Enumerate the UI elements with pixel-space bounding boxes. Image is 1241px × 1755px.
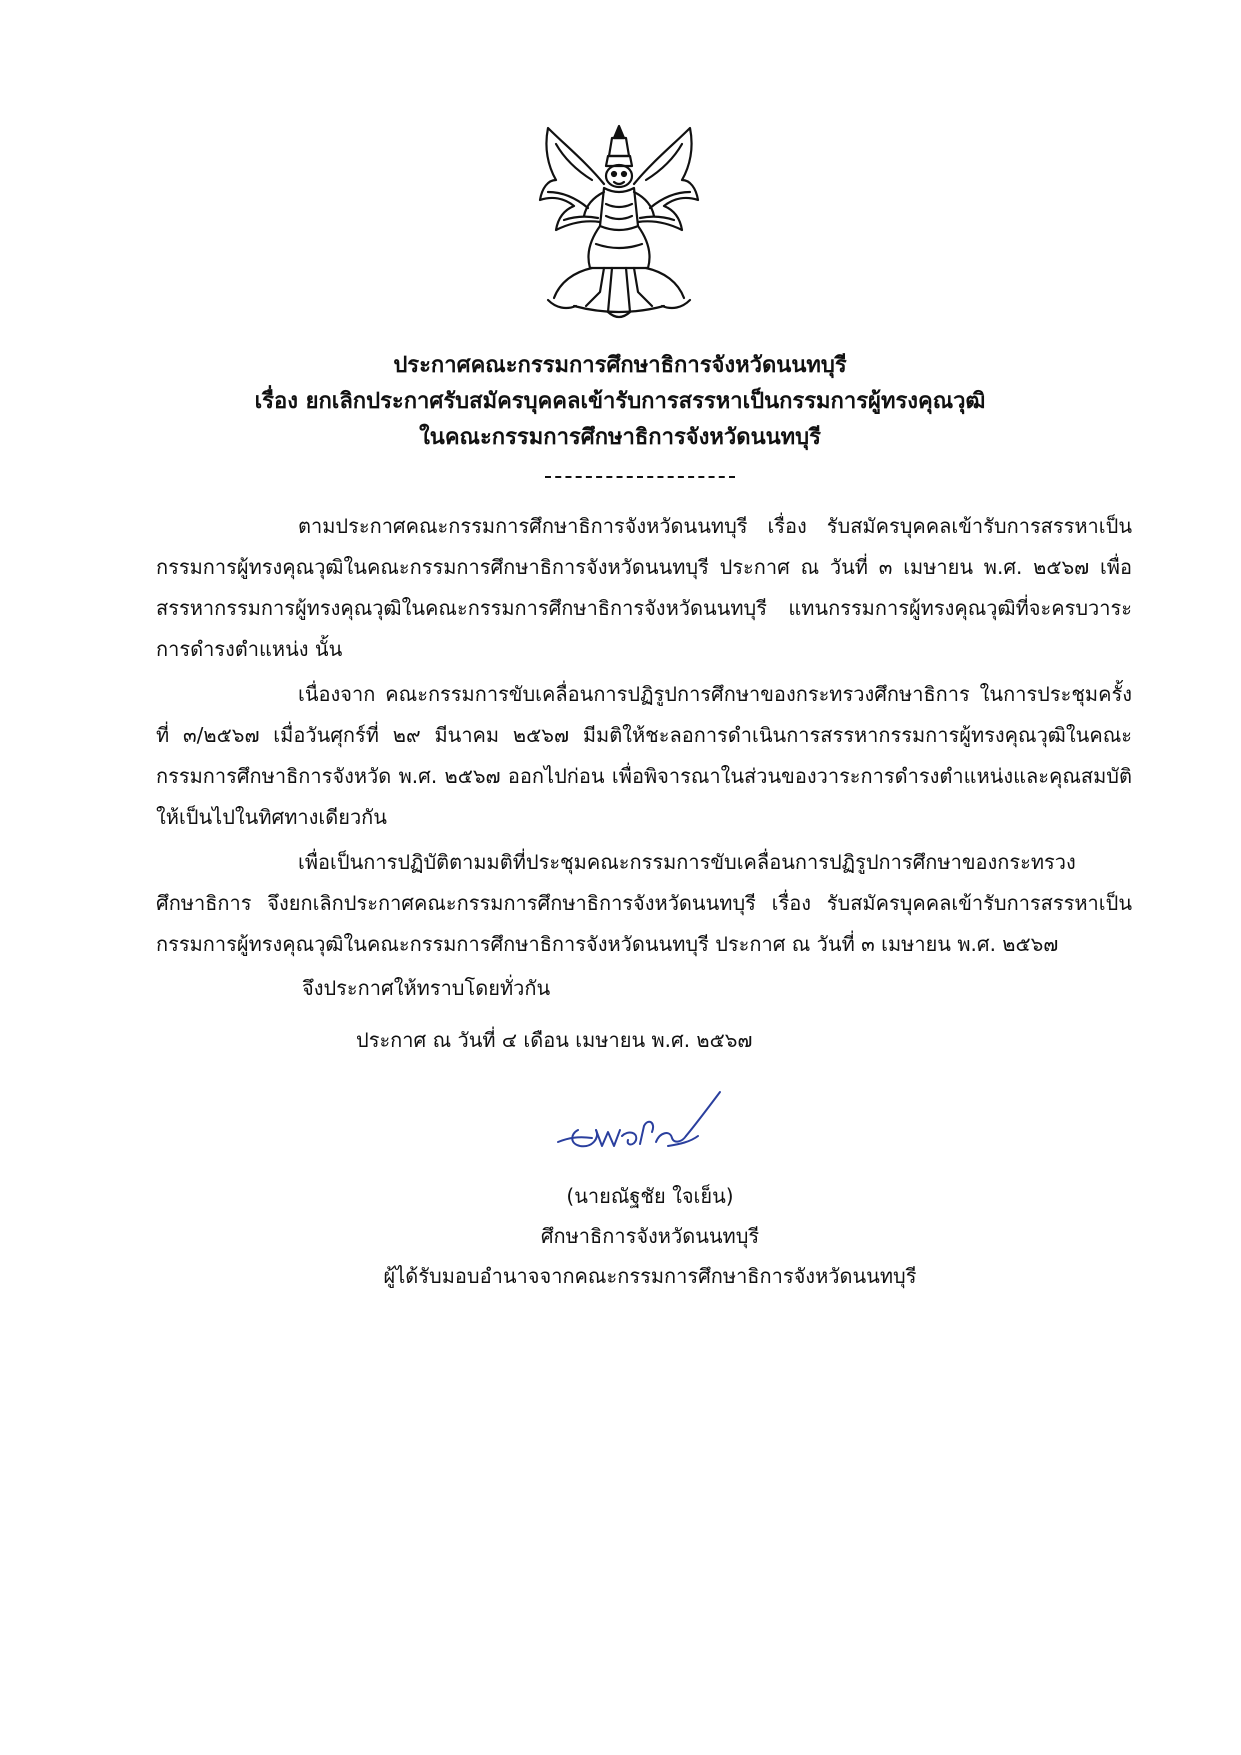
- body-paragraph: เพื่อเป็นการปฏิบัติตามมติที่ประชุมคณะกรรมการขับเคลื่อนการปฏิรูปการศึกษาของกระทรวงศึกษาธิการ จึงยกเลิกประกาศคณะกรรมการศึกษาธิการจังหวัดนนทบุรี เรื่อง รับสมัครบุคคลเข้ารับการสรรหาเป็นกรรมการผู้ทรงคุณวุฒิในคณะกรรมการศึกษาธิการจังหวัดนนทบุรี ประกาศ ณ วันที่ ๓ เมษายน พ.ศ. ๒๕๖๗: [156, 850, 1132, 956]
- announcement-body: [156, 506, 1132, 969]
- closing-notice: จึงประกาศให้ทราบโดยทั่วกัน: [302, 976, 551, 1000]
- announcement-date: ประกาศ ณ วันที่ ๔ เดือน เมษายน พ.ศ. ๒๕๖๗: [356, 1028, 753, 1052]
- signer-position: ศึกษาธิการจังหวัดนนทบุรี: [540, 1224, 760, 1248]
- announcement-title: [140, 348, 1100, 456]
- body-paragraph: ตามประกาศคณะกรรมการศึกษาธิการจังหวัดนนทบุรี เรื่อง รับสมัครบุคคลเข้ารับการสรรหาเป็นกรรมการผู้ทรงคุณวุฒิในคณะกรรมการศึกษาธิการจังหวัดนนทบุรี ประกาศ ณ วันที่ ๓ เมษายน พ.ศ. ๒๕๖๗ เพื่อสรรหากรรมการผู้ทรงคุณวุฒิในคณะกรรมการศึกษาธิการจังหวัดนนทบุรี แทนกรรมการผู้ทรงคุณวุฒิที่จะครบวาระการดำรงตำแหน่ง นั้น: [156, 514, 1132, 661]
- garuda-emblem-icon: [534, 122, 704, 327]
- signer-block: [360, 1176, 940, 1296]
- signer-authority: ผู้ได้รับมอบอำนาจจากคณะกรรมการศึกษาธิการจังหวัดนนทบุรี: [383, 1264, 917, 1288]
- title-line-3: ในคณะกรรมการศึกษาธิการจังหวัดนนทบุรี: [419, 425, 821, 450]
- title-line-2: เรื่อง ยกเลิกประกาศรับสมัครบุคคลเข้ารับการสรรหาเป็นกรรมการผู้ทรงคุณวุฒิ: [254, 389, 986, 414]
- title-separator: [545, 476, 735, 478]
- body-paragraph: เนื่องจาก คณะกรรมการขับเคลื่อนการปฏิรูปการศึกษาของกระทรวงศึกษาธิการ ในการประชุมครั้งที่ ๓/๒๕๖๗ เมื่อวันศุกร์ที่ ๒๙ มีนาคม ๒๕๖๗ มีมติให้ชะลอการดำเนินการสรรหากรรมการผู้ทรงคุณวุฒิในคณะกรรมการศึกษาธิการจังหวัด พ.ศ. ๒๕๖๗ ออกไปก่อน เพื่อพิจารณาในส่วนของวาระการดำรงตำแหน่งและคุณสมบัติให้เป็นไปในทิศทางเดียวกัน: [156, 682, 1132, 829]
- signer-name: (นายณัฐชัย ใจเย็น): [566, 1184, 734, 1208]
- title-line-1: ประกาศคณะกรรมการศึกษาธิการจังหวัดนนทบุรี: [393, 353, 847, 378]
- handwritten-signature-icon: [548, 1086, 738, 1166]
